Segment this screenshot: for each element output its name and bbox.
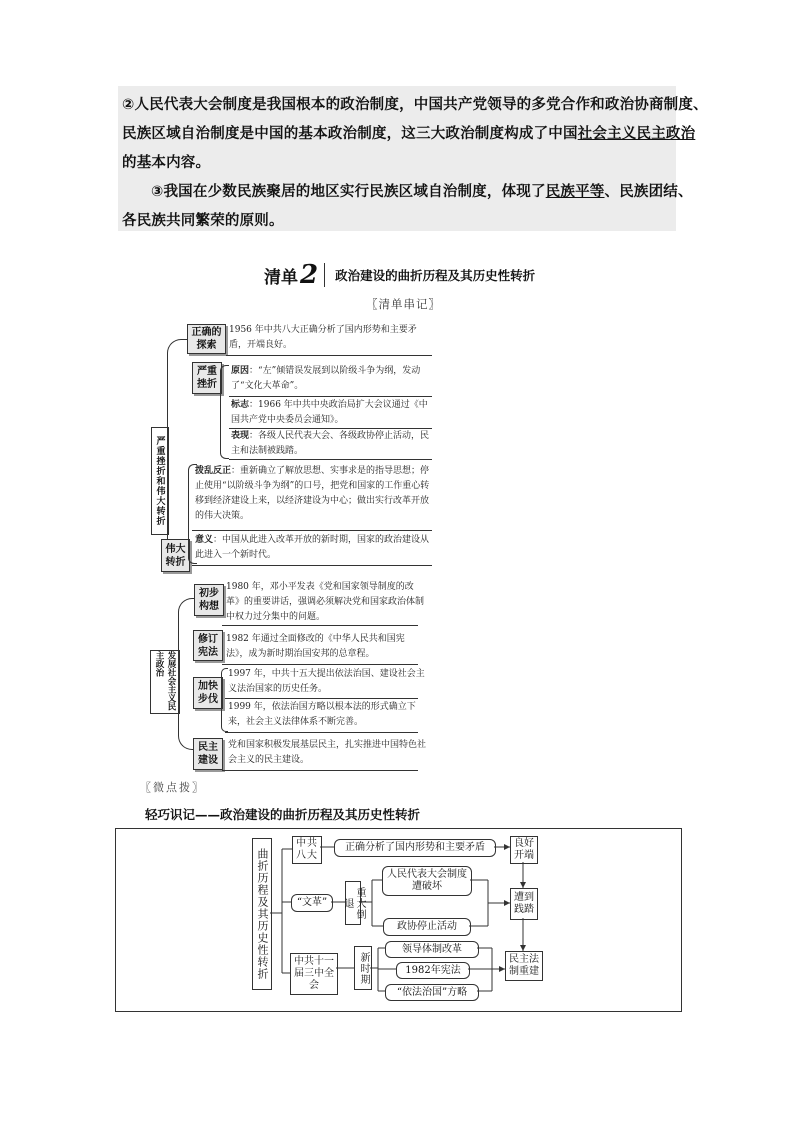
map1-branch-explore: 正确的探索 [187,324,226,354]
flow-root: 曲折历程及其历史性转折 [252,838,272,990]
intro-line-2: 民族区域自治制度是中国的基本政治制度，这三大政治制度构成了中国社会主义民主政治 [122,126,696,142]
flow-s3-n3: “依法治国”方略 [385,984,479,1001]
map1-b2-n2: 标志：1966 年中共中央政治局扩大会议通过《中国共产党中央委员会通知》。 [231,400,428,425]
flow-s3-mid: 新时期 [354,946,372,990]
flow-stage-2: “文革” [291,894,333,912]
map2-b1-note: 1980 年，邓小平发表《党和国家领导制度的改革》的重要讲话，强调必须解决党和国家政治体制中权力过分集中的问题。 [226,582,425,622]
map1-b2-n3: 表现：各级人民代表大会、各级政协停止活动，民主和法制被践踏。 [231,431,430,456]
tips-title: 轻巧识记——政治建设的曲折历程及其历史性转折 [145,807,421,822]
map1-b1-note: 1956 年中共八大正确分析了国内形势和主要矛盾，开端良好。 [229,325,417,350]
map1-b3-n2: 意义：中国从此进入改革开放的新时期，国家的政治建设从此进入一个新时代。 [195,535,430,560]
summary-tag: 〖清单串记〗 [366,297,441,311]
flow-s1-result: 良好开端 [510,836,538,864]
flow-s3-n2: 1982年宪法 [396,962,470,979]
map1-b3-n1: 拨乱反正：重新确立了解放思想、实事求是的指导思想；停止使用“以阶级斗争为纲”的口号，把党和国家的工作重心转移到经济建设上来，以经济建设为中心；做出实行改革开放的伟大决策。 [195,466,430,521]
flow-s2-result: 遭到践踏 [510,888,538,920]
map1-root: 严重挫折和伟大转折 [151,427,169,535]
flow-s2-n2: 政协停止活动 [383,918,471,936]
intro-line-4: ③我国在少数民族聚居的地区实行民族区域自治制度，体现了民族平等、民族团结、 [151,184,693,200]
flow-s1-note: 正确分析了国内形势和主要矛盾 [334,839,496,857]
flow-s2-mid: 重大倒退 [345,881,361,925]
map2-branch-constitution: 修订宪法 [193,630,223,661]
flow-s3-n1: 领导体制改革 [385,941,479,958]
map2-branch-democracy: 民主建设 [193,738,223,770]
map2-b3-n1: 1997 年，中共十五大提出依法治国、建设社会主义法治国家的历史任务。 [228,669,425,694]
flow-stage-1: 中共八大 [292,836,322,864]
map2-b2-note: 1982 年通过全面修改的《中华人民共和国宪法》，成为新时期治国安邦的总章程。 [226,634,405,659]
flow-s2-n1: 人民代表大会制度遭破坏 [382,866,472,896]
intro-line-3: 的基本内容。 [122,155,211,171]
section-heading: 政治建设的曲折历程及其历史性转折 [335,268,536,283]
map2-b4-note: 党和国家积极发展基层民主，扎实推进中国特色社会主义的民主建设。 [228,740,427,765]
flow-stage-3: 中共十一届三中全会 [290,953,338,995]
map2-branch-idea: 初步构想 [194,584,224,616]
map2-branch-accelerate: 加快步伐 [193,677,223,709]
map1-branch-turn: 伟大转折 [161,539,190,572]
section-number: 2 [300,260,319,290]
tips-tag: 〖微点拨〗 [140,781,205,794]
map2-b3-n2: 1999 年，依法治国方略以根本法的形式确立下来，社会主义法律体系不断完善。 [228,702,416,727]
intro-line-1: ②人民代表大会制度是我国根本的政治制度，中国共产党领导的多党合作和政治协商制度、 [122,97,708,113]
flow-s3-result: 民主法制重建 [505,951,543,981]
map1-branch-setback: 严重挫折 [192,362,222,394]
map1-b2-n1: 原因：“左”倾错误发展到以阶级斗争为纲，发动了“文化大革命”。 [231,366,421,391]
section-label: 清单 [264,267,298,288]
map2-root: 发展社会主义民主政治 [150,650,180,714]
intro-line-5: 各民族共同繁荣的原则。 [122,213,284,229]
